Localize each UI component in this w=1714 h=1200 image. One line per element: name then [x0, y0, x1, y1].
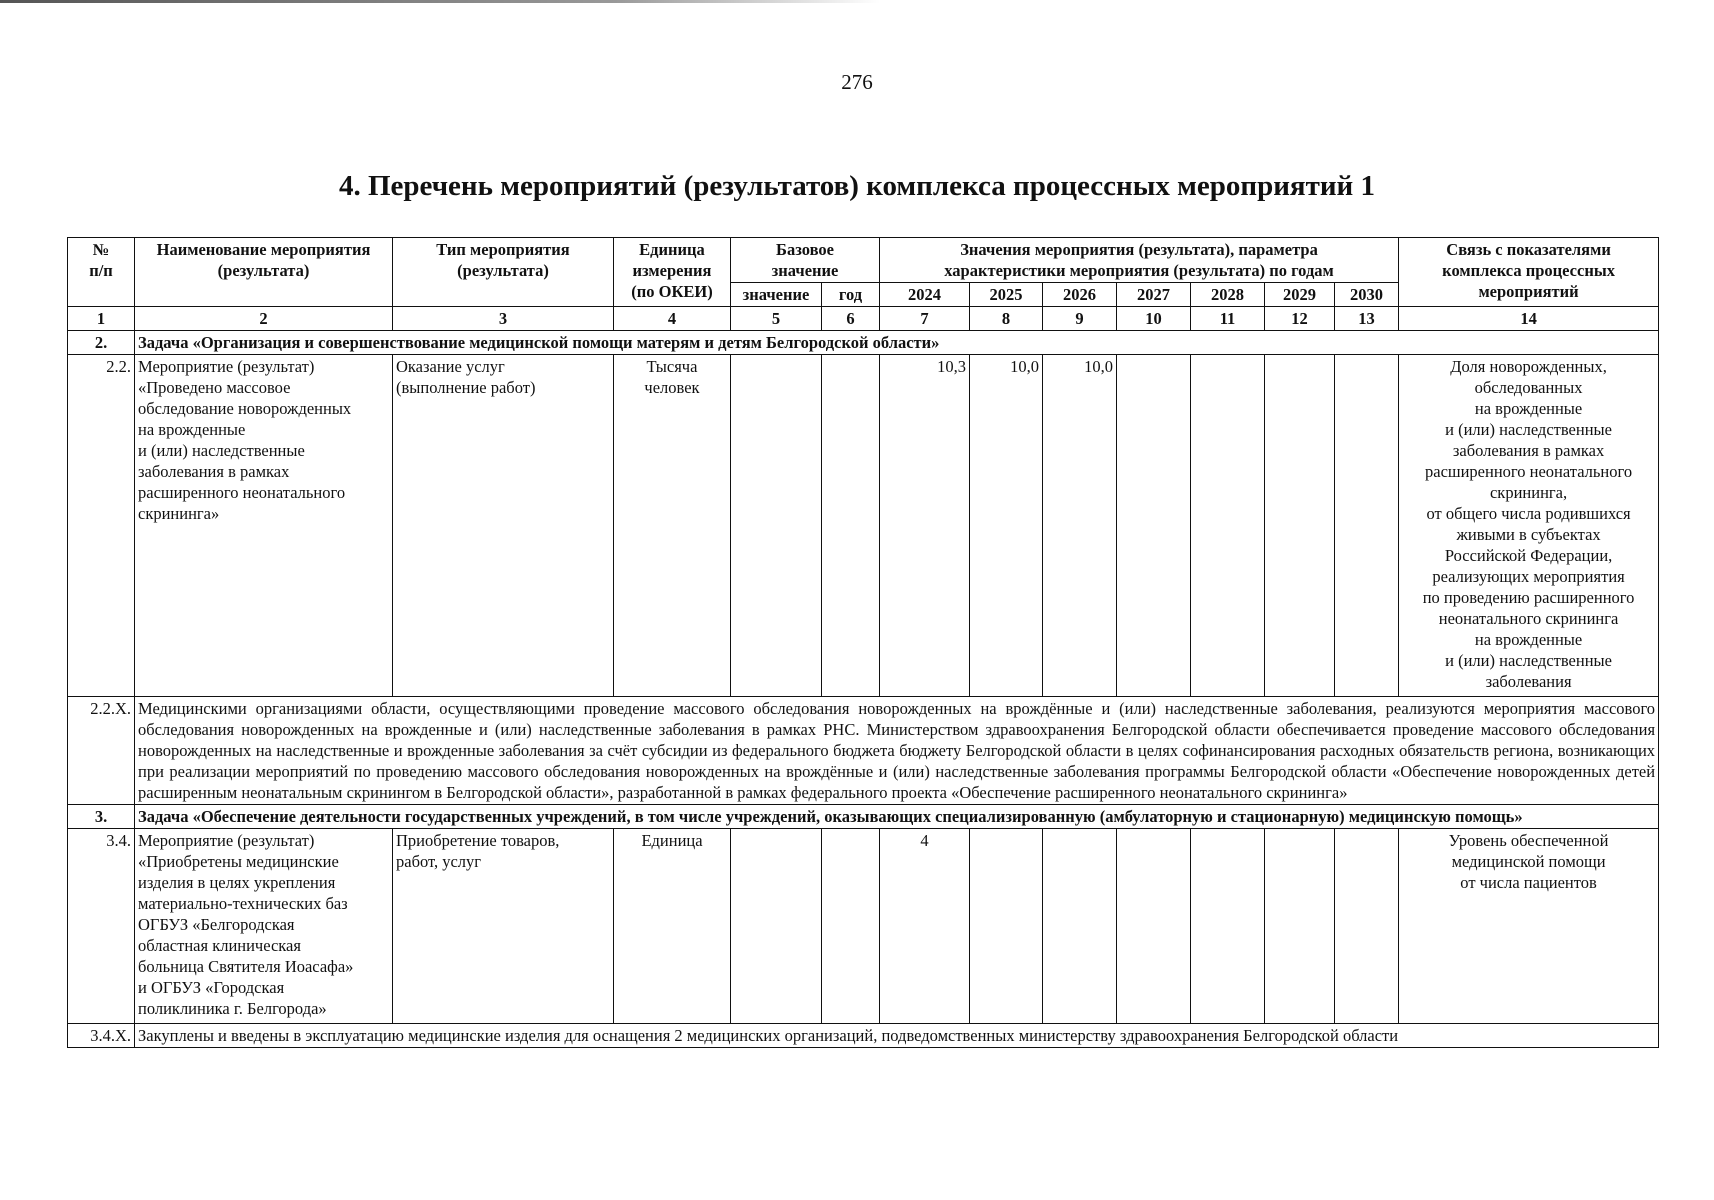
- task-text: Задача «Организация и совершенствование медицинской помощи матерям и детям Белгородской области»: [135, 331, 1659, 355]
- value-2030: [1335, 829, 1399, 1024]
- task-number: 2.: [68, 331, 135, 355]
- description-text: Медицинскими организациями области, осуществляющими проведение массового обследования новорожденных на врождённые и (или) наследственные заболевания, реализуются мероприятия массового обследования новорожденных на врожденные и (или) наследственные заболевания в рамках РНС. Министерством здравоохранения Белгородской области обеспечивается проведение массового обследования новорожденных на наследственные и врожденные заболевания за счёт субсидии из федерального бюджета бюджету Белгородской области в целях софинансирования расходных обязательств региона, возникающих при реализации мероприятий по проведению массового обследования новорожденных на врождённые и (или) наследственные заболевания программы Белгородской области «Обеспечение новорожденных детей расширенным неонатальным скринингом в Белгородской области», разработанной в рамках федерального проекта «Обеспечение расширенного неонатального скрининга»: [135, 697, 1659, 805]
- value-2026: 10,0: [1043, 355, 1117, 697]
- value-2029: [1265, 829, 1335, 1024]
- value-2030: [1335, 355, 1399, 697]
- header-year: 2029: [1265, 283, 1335, 307]
- base-year: [822, 829, 880, 1024]
- task-number: 3.: [68, 805, 135, 829]
- header-year: 2024: [880, 283, 970, 307]
- measure-type: Приобретение товаров, работ, услуг: [393, 829, 614, 1024]
- value-2024: 4: [880, 829, 970, 1024]
- base-value: [731, 355, 822, 697]
- column-number: 9: [1043, 307, 1117, 331]
- column-number: 10: [1117, 307, 1191, 331]
- header-row-1: [68, 238, 1659, 283]
- column-number: 4: [614, 307, 731, 331]
- measure-number: 3.4.: [68, 829, 135, 1024]
- header-year: 2028: [1191, 283, 1265, 307]
- measure-name: Мероприятие (результат) «Приобретены медицинские изделия в целях укрепления материально-технических баз ОГБУЗ «Белгородская областная клиническая больница Святителя Иоасафа» и ОГБУЗ «Городская поликлиника г. Белгорода»: [135, 829, 393, 1024]
- measure-number: 2.2.: [68, 355, 135, 697]
- value-2027: [1117, 829, 1191, 1024]
- value-2025: 10,0: [970, 355, 1043, 697]
- column-number: 1: [68, 307, 135, 331]
- value-2028: [1191, 355, 1265, 697]
- measure-description-row: [68, 1024, 1659, 1048]
- header-type: Тип мероприятия (результата): [393, 238, 614, 307]
- description-number: 3.4.X.: [68, 1024, 135, 1048]
- column-number: 7: [880, 307, 970, 331]
- header-year: 2027: [1117, 283, 1191, 307]
- column-number: 2: [135, 307, 393, 331]
- header-values-title: Значения мероприятия (результата), параметра характеристики мероприятия (результата) по годам: [880, 238, 1399, 283]
- value-2028: [1191, 829, 1265, 1024]
- column-number: 3: [393, 307, 614, 331]
- column-number: 14: [1399, 307, 1659, 331]
- header-unit: Единица измерения (по ОКЕИ): [614, 238, 731, 307]
- column-number: 12: [1265, 307, 1335, 331]
- header-year: 2025: [970, 283, 1043, 307]
- value-2024: 10,3: [880, 355, 970, 697]
- task-row: [68, 331, 1659, 355]
- base-year: [822, 355, 880, 697]
- header-link: Связь с показателями комплекса процессных мероприятий: [1399, 238, 1659, 307]
- header-base: Базовое значение: [731, 238, 880, 283]
- value-2029: [1265, 355, 1335, 697]
- value-2025: [970, 829, 1043, 1024]
- header-num: № п/п: [68, 238, 135, 307]
- column-number: 13: [1335, 307, 1399, 331]
- document-title: 4. Перечень мероприятий (результатов) комплекса процессных мероприятий 1: [338, 170, 1376, 202]
- measure-description-row: [68, 697, 1659, 805]
- header-year: 2026: [1043, 283, 1117, 307]
- measure-row: [68, 829, 1659, 1024]
- scan-edge-artifact: [0, 0, 880, 3]
- measure-row: [68, 355, 1659, 697]
- header-base-year: год: [822, 283, 880, 307]
- task-text: Задача «Обеспечение деятельности государственных учреждений, в том числе учреждений, оказывающих специализированную (амбулаторную и стационарную) медицинскую помощь»: [135, 805, 1659, 829]
- column-number: 11: [1191, 307, 1265, 331]
- page-number: 276: [841, 70, 873, 94]
- base-value: [731, 829, 822, 1024]
- indicator-link: Уровень обеспеченной медицинской помощи от числа пациентов: [1399, 829, 1659, 1024]
- column-number-row: [68, 307, 1659, 331]
- indicator-link: Доля новорожденных, обследованных на врожденные и (или) наследственные заболевания в рамках расширенного неонатального скрининга, от общего числа родившихся живыми в субъектах Российской Федерации, реализующих мероприятия по проведению расширенного неонатального скрининга на врожденные и (или) наследственные заболевания: [1399, 355, 1659, 697]
- measure-unit: Тысяча человек: [614, 355, 731, 697]
- task-row: [68, 805, 1659, 829]
- description-text: Закуплены и введены в эксплуатацию медицинские изделия для оснащения 2 медицинских организаций, подведомственных министерству здравоохранения Белгородской области: [135, 1024, 1659, 1048]
- header-base-value: значение: [731, 283, 822, 307]
- measures-table: [67, 237, 1659, 1048]
- header-year: 2030: [1335, 283, 1399, 307]
- header-name: Наименование мероприятия (результата): [135, 238, 393, 307]
- value-2027: [1117, 355, 1191, 697]
- measure-type: Оказание услуг (выполнение работ): [393, 355, 614, 697]
- column-number: 8: [970, 307, 1043, 331]
- measure-name: Мероприятие (результат) «Проведено массовое обследование новорожденных на врожденные и (или) наследственные заболевания в рамках расширенного неонатального скрининга»: [135, 355, 393, 697]
- value-2026: [1043, 829, 1117, 1024]
- measure-unit: Единица: [614, 829, 731, 1024]
- column-number: 5: [731, 307, 822, 331]
- column-number: 6: [822, 307, 880, 331]
- description-number: 2.2.X.: [68, 697, 135, 805]
